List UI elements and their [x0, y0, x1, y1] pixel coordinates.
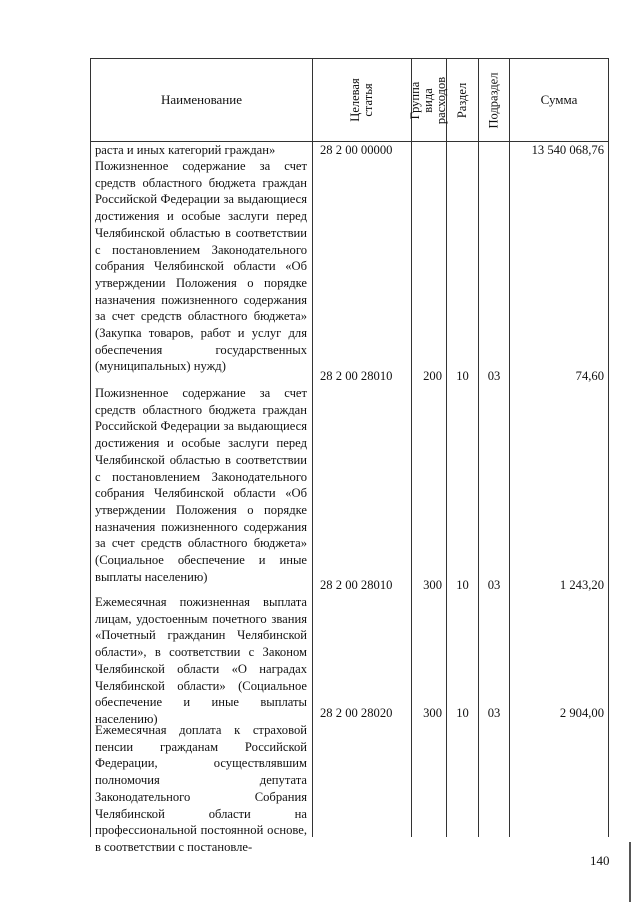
row-1-group: 200 [423, 369, 442, 383]
header-sum [510, 59, 608, 141]
header-target-article-label: Целевая статья [348, 78, 375, 122]
budget-table [90, 58, 609, 854]
page-edge-mark [629, 842, 631, 902]
row-3-group: 300 [423, 706, 442, 720]
row-3-section: 10 [456, 706, 469, 720]
header-name-label: Наименование [161, 92, 242, 107]
row-2-section: 10 [456, 578, 469, 592]
row-1-article: 28 2 00 28010 [320, 369, 393, 383]
row-2-subsection: 03 [487, 578, 501, 592]
row-3-subsection: 03 [487, 706, 501, 720]
header-expense-group [408, 59, 449, 141]
header-subsection-label: Подраздел [486, 72, 501, 128]
row-1-subsection: 03 [487, 369, 501, 383]
row-2-group: 300 [423, 578, 442, 592]
page-number: 140 [590, 853, 610, 868]
row-3-name: Ежемесячная пожизненная выплата лицам, удостоенным почетного звания «Почетный гражданин Челябинской области», в соответствии с Законом Челябинской области «О наградах Челябинской области» (Социальное обеспечение и иные выплаты населению) [95, 595, 307, 726]
row-0-sum: 13 540 068,76 [531, 143, 604, 157]
row-1-name: Пожизненное содержание за счет средств областного бюджета граждан Российской Федерации за выдающиеся достижения и особые заслуги перед Челябинской областью в соответствии с постановлением Законодательного собрания Челябинской области «Об утверждении Положения о порядке назначения пожизненного содержания за счет средств областного бюджета» (Закупка товаров, работ и услуг для обеспечения государственных (муниципальных) нужд) [95, 159, 307, 374]
header-target-article [313, 59, 411, 141]
header-sum-label: Сумма [540, 92, 578, 107]
header-expense-group-label: Группа вида расходов [408, 76, 449, 124]
header-subsection [479, 59, 509, 141]
col-line-6 [608, 58, 609, 837]
row-1-section: 10 [456, 369, 469, 383]
row-1-sum: 74,60 [575, 369, 604, 383]
row-3-sum: 2 904,00 [559, 706, 604, 720]
row-4-name: Ежемесячная доплата к страховой пенсии гражданам Российской Федерации, осуществлявшим полномочия депутата Законодательного Собрания Челябинской области на профессиональной постоянной основе, в соответствии с постановле- [95, 723, 307, 854]
header-section-label: Раздел [455, 82, 470, 118]
col-line-1 [312, 58, 313, 837]
row-2-article: 28 2 00 28010 [320, 578, 393, 592]
header-name [91, 59, 312, 141]
row-0-name: раста и иных категорий граждан» [95, 143, 276, 157]
row-3-article: 28 2 00 28020 [320, 706, 393, 720]
header-section [447, 59, 478, 141]
row-2-sum: 1 243,20 [559, 578, 604, 592]
row-0-article: 28 2 00 00000 [320, 143, 393, 157]
row-2-name: Пожизненное содержание за счет средств областного бюджета граждан Российской Федерации за выдающиеся достижения и особые заслуги перед Челябинской областью в соответствии с постановлением Законодательного собрания Челябинской области «Об утверждении Положения о порядке назначения пожизненного содержания за счет средств областного бюджета» (Социальное обеспечение и иные выплаты населению) [95, 386, 307, 584]
col-line-0 [90, 58, 91, 837]
